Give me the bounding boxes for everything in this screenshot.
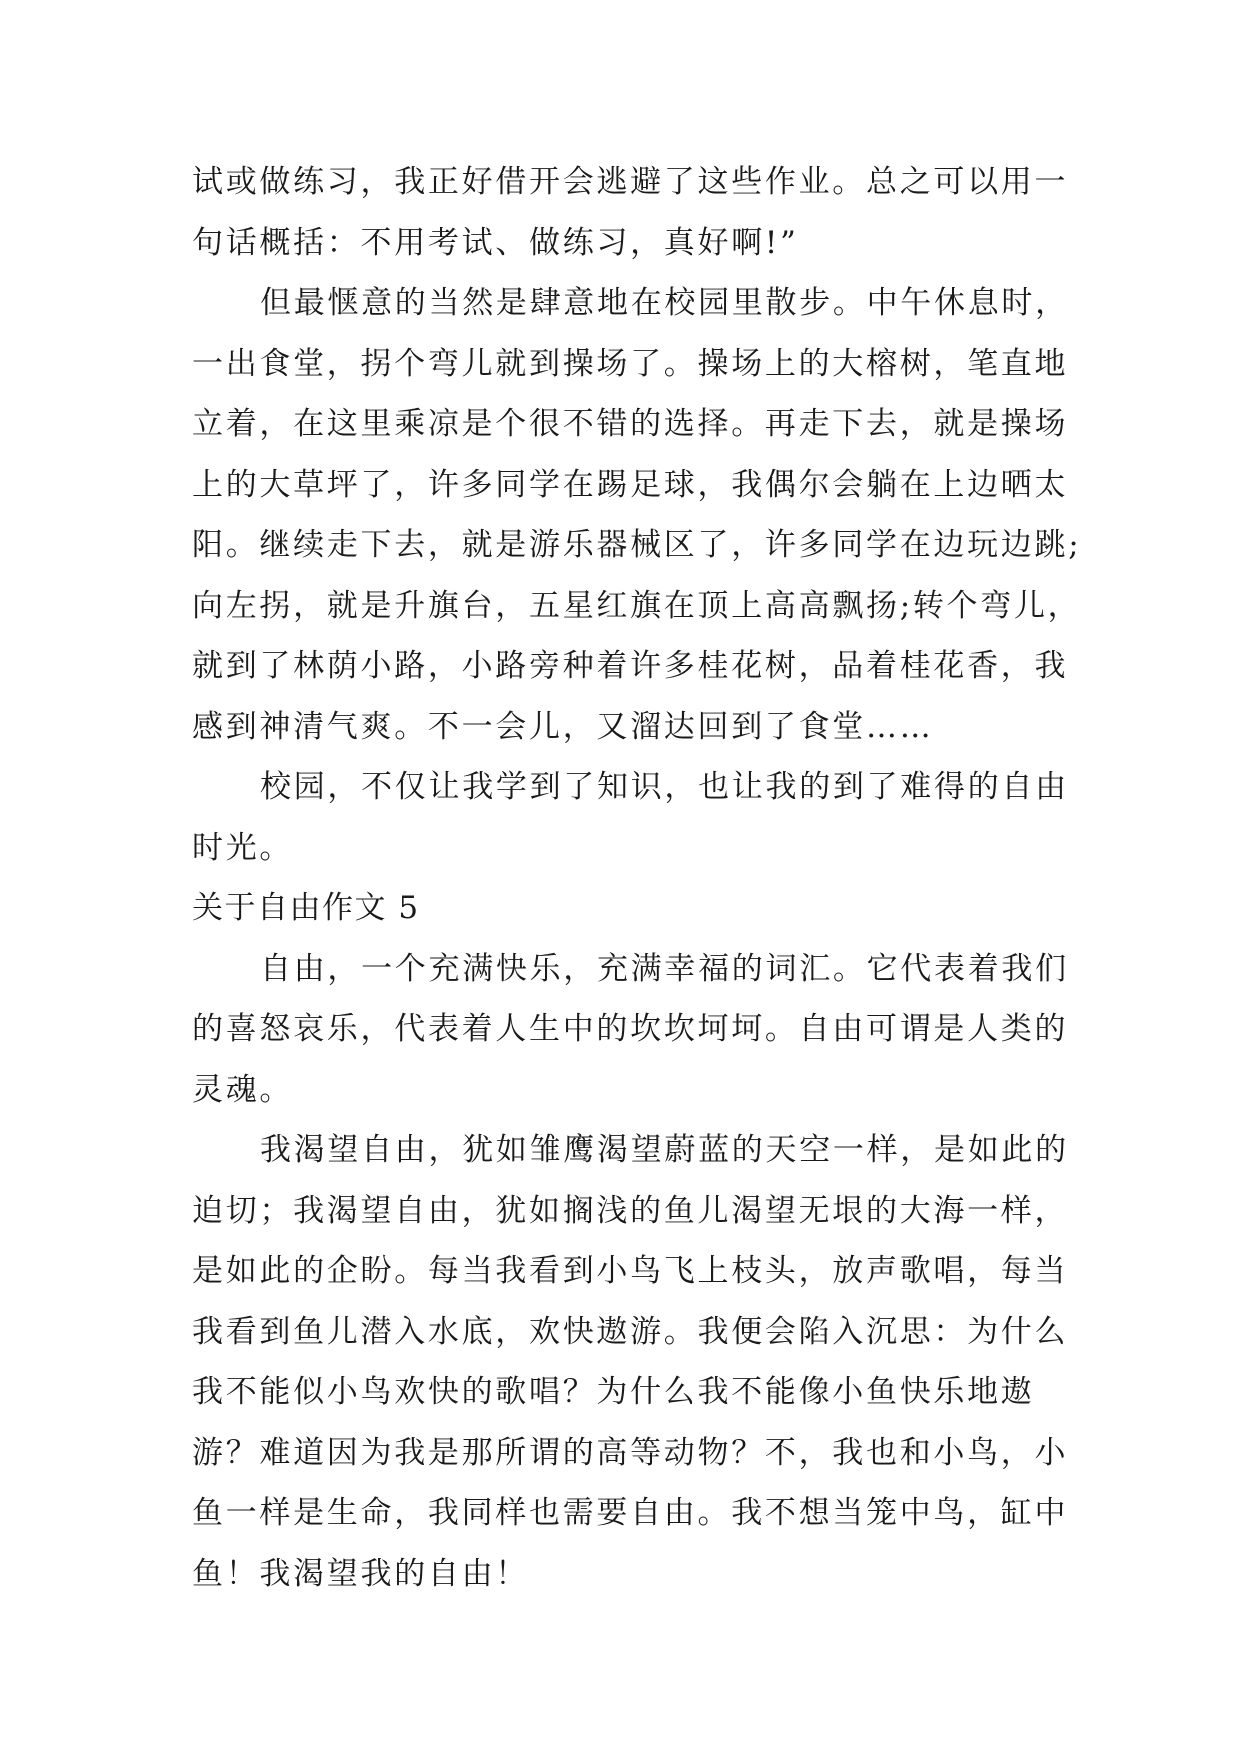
section-heading: 关于自由作文 5 — [192, 890, 420, 926]
document-body — [192, 152, 1082, 1604]
text-line: 灵魂。 — [192, 1071, 294, 1108]
text-line: 游？难道因为我是那所谓的高等动物？不，我也和小鸟，小 — [192, 1434, 1069, 1471]
text-line: 向左拐，就是升旗台，五星红旗在顶上高高飘扬;转个弯儿， — [192, 587, 1082, 624]
paragraph-first-line: 校园，不仅让我学到了知识，也让我的到了难得的自由 — [260, 769, 1069, 805]
text-line: 我看到鱼儿潜入水底，欢快遨游。我便会陷入沉思：为什么 — [192, 1313, 1069, 1350]
text-line: 句话概括：不用考试、做练习，真好啊!” — [192, 224, 799, 261]
text-line: 感到神清气爽。不一会儿，又溜达回到了食堂…… — [192, 708, 934, 745]
text-line: 一出食堂，拐个弯儿就到操场了。操场上的大榕树，笔直地 — [192, 345, 1069, 382]
text-line: 阳。继续走下去，就是游乐器械区了，许多同学在边玩边跳; — [192, 527, 1082, 563]
paragraph-first-line: 但最惬意的当然是肆意地在校园里散步。中午休息时， — [260, 285, 1069, 321]
text-line: 鱼！我渴望我的自由！ — [192, 1555, 529, 1592]
text-line: 的喜怒哀乐，代表着人生中的坎坎坷坷。自由可谓是人类的 — [192, 1011, 1069, 1047]
text-line: 是如此的企盼。每当我看到小鸟飞上枝头，放声歌唱，每当 — [192, 1253, 1069, 1289]
text-line: 立着，在这里乘凉是个很不错的选择。再走下去，就是操场 — [192, 406, 1069, 442]
text-line: 迫切；我渴望自由，犹如搁浅的鱼儿渴望无垠的大海一样， — [192, 1192, 1069, 1229]
text-line: 鱼一样是生命，我同样也需要自由。我不想当笼中鸟，缸中 — [192, 1495, 1069, 1531]
text-line: 试或做练习，我正好借开会逃避了这些作业。总之可以用一 — [192, 164, 1069, 200]
text-line: 我不能似小鸟欢快的歌唱？为什么我不能像小鱼快乐地遨 — [192, 1374, 1035, 1410]
paragraph-first-line: 自由，一个充满快乐，充满幸福的词汇。它代表着我们 — [260, 950, 1069, 987]
paragraph-first-line: 我渴望自由，犹如雏鹰渴望蔚蓝的天空一样，是如此的 — [260, 1132, 1069, 1168]
text-line: 就到了林荫小路，小路旁种着许多桂花树，品着桂花香，我 — [192, 648, 1069, 684]
text-line: 时光。 — [192, 829, 294, 866]
text-line: 上的大草坪了，许多同学在踢足球，我偶尔会躺在上边晒太 — [192, 466, 1069, 503]
